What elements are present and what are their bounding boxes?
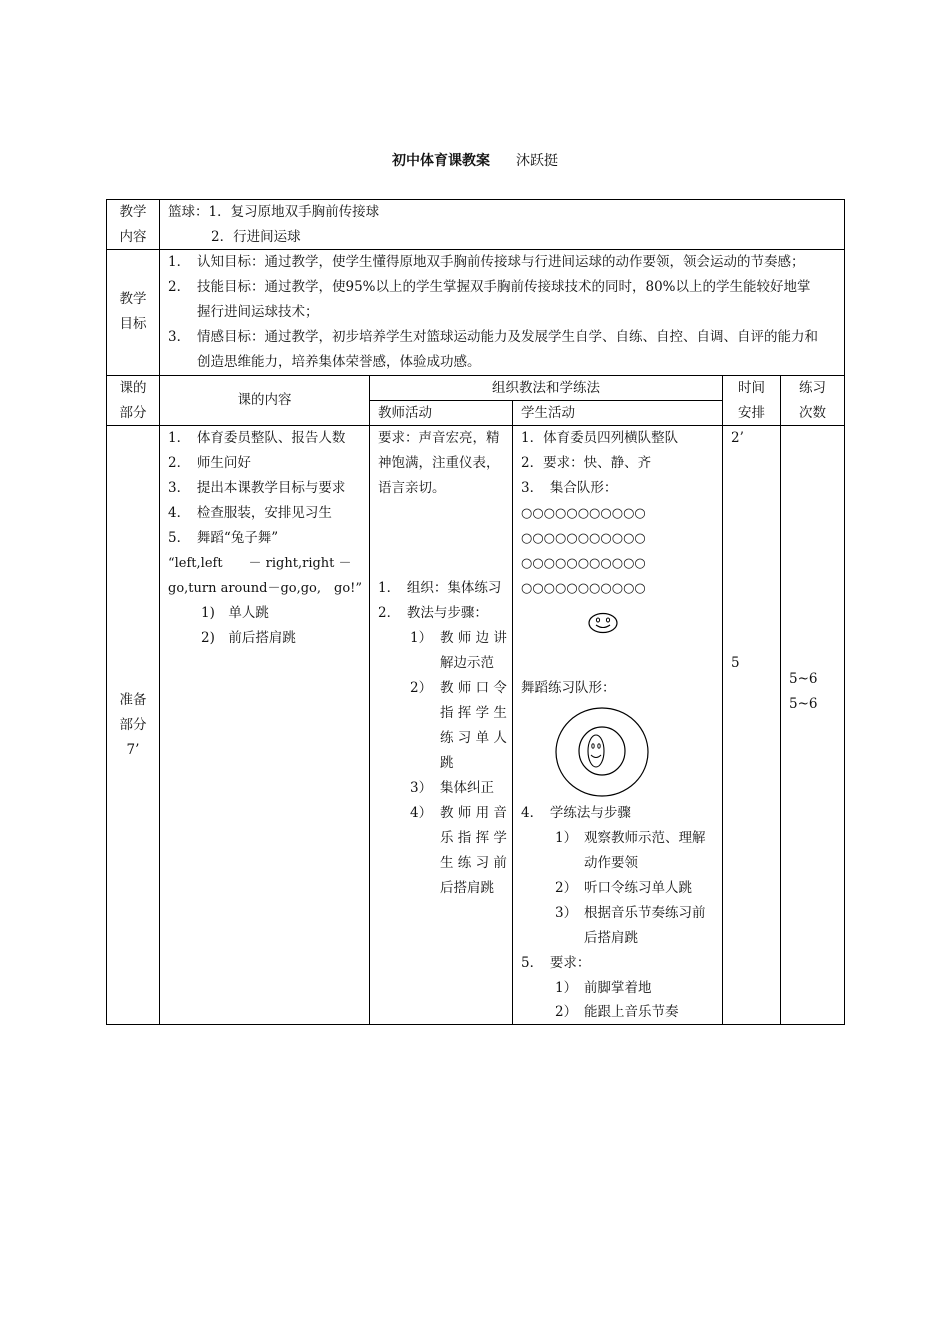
formation-row-4: ○○○○○○○○○○○ (521, 581, 646, 596)
formation-row-3: ○○○○○○○○○○○ (521, 556, 646, 571)
teacher-step-2-line-1: 教 师 口 令 (440, 680, 507, 696)
header-part: 课的 部分 (119, 380, 147, 421)
teacher-req-1: 要求：声音宏亮，精 (378, 430, 500, 446)
goal-2-text: 技能目标：通过教学，使95%以上的学生掌握双手胸前传接球技术的同时，80%以上的学生能较好地掌 (197, 279, 811, 295)
header-org: 组织教法和学练法 (492, 380, 600, 396)
teacher-step-4-line-3: 生 练 习 前 (440, 855, 507, 871)
goal-2-number: 2． (168, 279, 191, 295)
teacher-smiley-icon (587, 612, 619, 634)
header-student: 学生活动 (521, 405, 575, 421)
teacher-step-3-num: 3） (410, 780, 433, 796)
student-req-label: 5． 要求： (521, 955, 591, 971)
page-title (0, 152, 950, 170)
req-step-1-num: 1） (555, 980, 578, 996)
teacher-req-2: 神饱满，注重仪表， (378, 455, 500, 471)
header-teacher: 教师活动 (378, 405, 432, 421)
teacher-step-2-line-2: 指 挥 学 生 (440, 705, 507, 721)
req-step-1-line-1: 前脚掌着地 (584, 980, 652, 996)
teacher-step-4-line-1: 教 师 用 音 (440, 805, 507, 821)
student-step-3-line-2: 后搭肩跳 (584, 930, 638, 946)
teacher-org-2: 2． 教法与步骤： (378, 605, 488, 621)
student-step-1-line-1: 观察教师示范、理解 (584, 830, 706, 846)
teacher-org-1: 1． 组织：集体练习 (378, 580, 502, 596)
goal-3-text-cont: 创造思维能力，培养集体荣誉感，体验成功感。 (197, 354, 481, 370)
teacher-step-2-num: 2） (410, 680, 433, 696)
teacher-step-1-line-1: 教 师 边 讲 (440, 630, 507, 646)
formation-row-1: ○○○○○○○○○○○ (521, 506, 646, 521)
header-content: 课的内容 (237, 392, 292, 408)
teacher-step-4-line-2: 乐 指 挥 学 (440, 830, 507, 846)
dance-lyrics-1: “left,left － right,right － (168, 556, 352, 571)
teacher-step-2-line-3: 练 习 单 人 (440, 730, 507, 746)
student-step-2-line-1: 听口令练习单人跳 (584, 880, 692, 896)
student-item-3: 3． 集合队形： (521, 480, 618, 496)
req-step-2-line-1: 能跟上音乐节奏 (584, 1004, 679, 1020)
teacher-step-1-line-2: 解边示范 (440, 655, 494, 671)
teacher-step-4-num: 4） (410, 805, 433, 821)
count-value-2: 5~6 (789, 696, 818, 712)
time-value-2: 5 (731, 655, 740, 671)
student-step-3-num: 3） (555, 905, 578, 921)
row-label-teaching-content: 教学 内容 (119, 204, 147, 245)
time-value-1: 2’ (731, 430, 744, 446)
goal-3-text: 情感目标：通过教学，初步培养学生对篮球运动能力及发展学生自学、自练、自控、自调、自评的能力和 (197, 329, 818, 345)
row-label-teaching-goals: 教学 目标 (119, 291, 147, 332)
prep-part-label: 准备 部分 7’ (119, 692, 147, 758)
content-item-1: 1． 体育委员整队、报告人数 (168, 430, 346, 446)
author-name: 沐跃挺 (516, 153, 558, 169)
content-item-5: 5． 舞蹈“兔子舞” (168, 530, 279, 546)
teacher-step-1-num: 1） (410, 630, 433, 646)
goal-1-number: 1． (168, 254, 191, 270)
goal-3-number: 3． (168, 329, 191, 345)
header-time: 时间 安排 (738, 380, 765, 421)
goal-2-text-cont: 握行进间运球技术； (197, 304, 319, 320)
dance-formation-label: 舞蹈练习队形： (521, 680, 616, 696)
student-item-2: 2．要求：快、静、齐 (521, 455, 652, 471)
student-method-label: 4． 学练法与步骤 (521, 805, 631, 821)
student-step-1-line-2: 动作要领 (584, 855, 638, 871)
student-step-3-line-1: 根据音乐节奏练习前 (584, 905, 706, 921)
count-value-1: 5~6 (789, 671, 818, 687)
header-count: 练习 次数 (799, 380, 826, 421)
student-step-2-num: 2） (555, 880, 578, 896)
teacher-req-3: 语言亲切。 (378, 480, 446, 496)
teaching-content-line-1: 篮球：1．复习原地双手胸前传接球 (168, 204, 380, 220)
content-item-3: 3． 提出本课教学目标与要求 (168, 480, 346, 496)
content-subitem-1: 1) 单人跳 (201, 605, 269, 621)
document-title: 初中体育课教案 (392, 153, 490, 169)
req-step-2-num: 2） (555, 1004, 578, 1020)
teacher-step-3-line-1: 集体纠正 (440, 780, 494, 796)
formation-row-2: ○○○○○○○○○○○ (521, 531, 646, 546)
goal-1-text: 认知目标：通过教学，使学生懂得原地双手胸前传接球与行进间运球的动作要领，领会运动的节奏感； (197, 254, 805, 270)
dance-formation-circles-icon (553, 705, 651, 799)
content-item-4: 4． 检查服装，安排见习生 (168, 505, 332, 521)
teacher-step-2-line-4: 跳 (440, 755, 454, 771)
student-item-1: 1．体育委员四列横队整队 (521, 430, 679, 446)
content-subitem-2: 2) 前后搭肩跳 (201, 630, 296, 646)
teaching-content-line-2: 2．行进间运球 (211, 229, 301, 245)
content-item-2: 2． 师生问好 (168, 455, 251, 471)
teacher-step-4-line-4: 后搭肩跳 (440, 880, 494, 896)
dance-lyrics-2: go,turn around－go,go, go!” (168, 581, 363, 596)
student-step-1-num: 1） (555, 830, 578, 846)
